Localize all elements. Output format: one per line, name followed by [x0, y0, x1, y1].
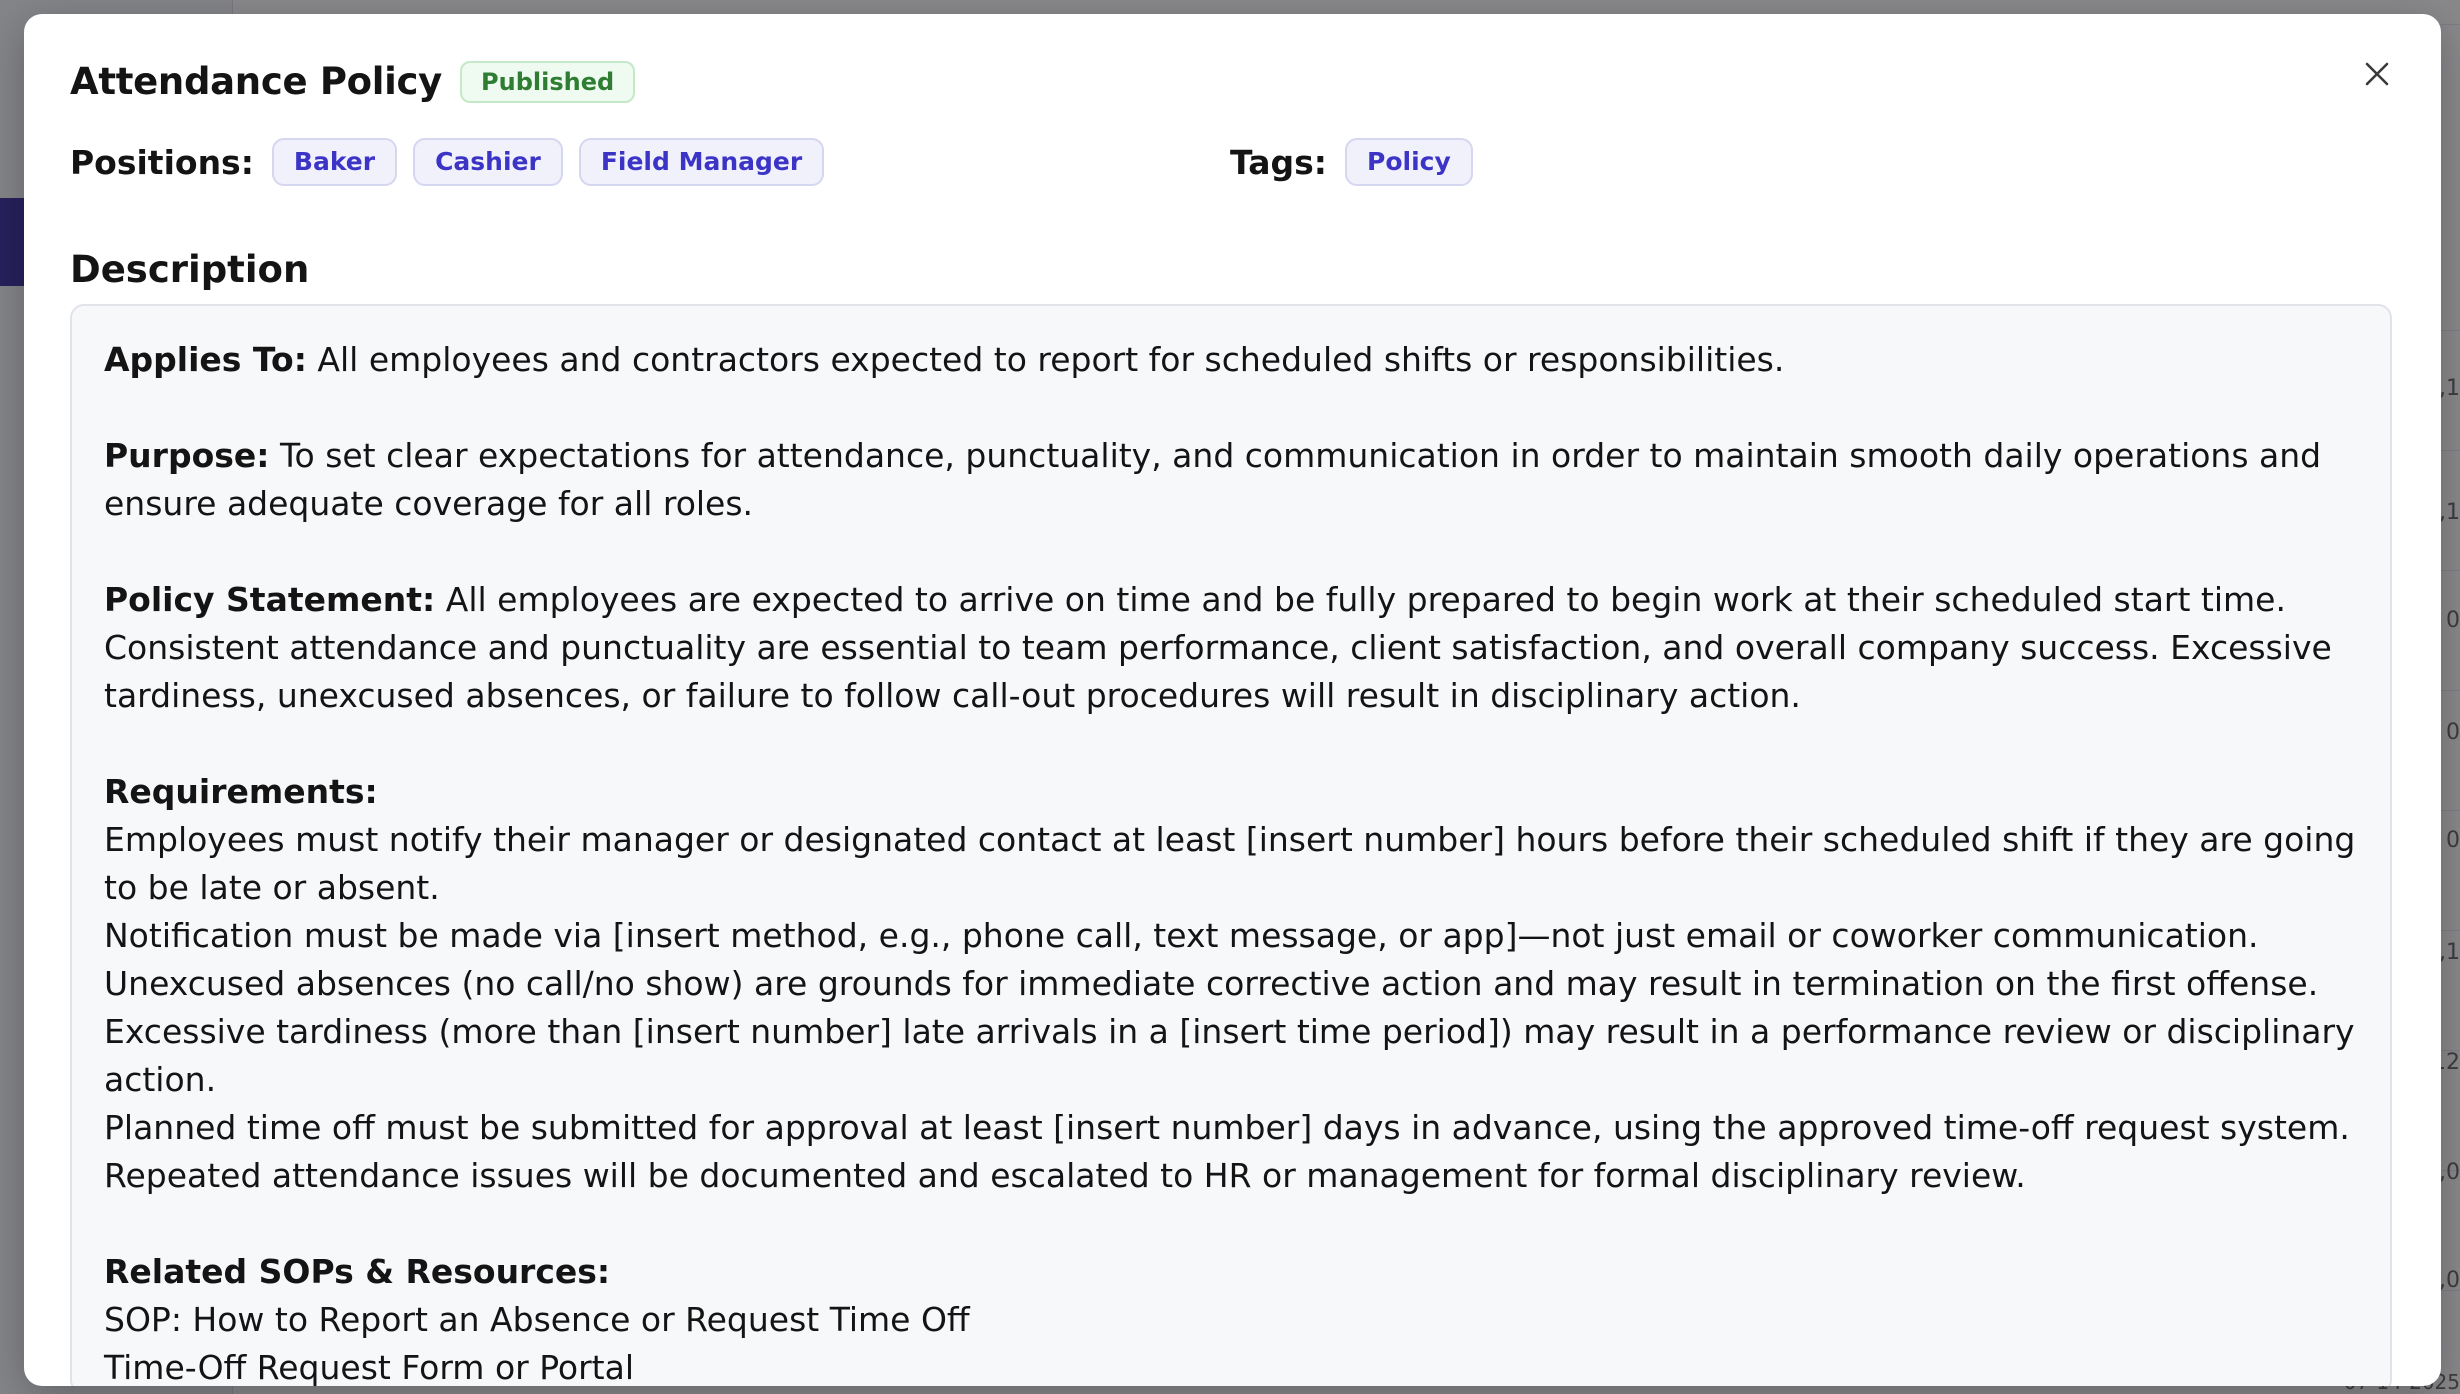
policy-statement-paragraph	[104, 576, 2358, 720]
related-resources-label	[104, 1248, 2358, 1296]
policy-statement-text: All employees are expected to arrive on time and be fully prepared to begin work at their scheduled start time. Consistent attendance and punctuality are essential to team performance, client satisfaction, and overall company success. Excessive tardiness, unexcused absences, or failure to follow call-out procedures will result in disciplinary action.	[104, 580, 2332, 715]
related-resource-item: Time-Off Request Form or Portal	[104, 1348, 634, 1386]
requirements-section	[104, 768, 2358, 1200]
requirements-label	[104, 768, 2358, 816]
purpose-text: To set clear expectations for attendance, punctuality, and communication in order to maintain smooth daily operations and ensure adequate coverage for all roles.	[104, 436, 2322, 523]
close-button[interactable]	[2353, 50, 2401, 98]
applies-to-label: Applies To:	[104, 340, 307, 379]
position-chip-cashier: Cashier	[413, 138, 563, 186]
meta-row	[70, 138, 2390, 188]
related-resource-item: SOP: How to Report an Absence or Request Time Off	[104, 1300, 970, 1339]
requirement-item: Excessive tardiness (more than [insert number] late arrivals in a [insert time period]) may result in a performance review or disciplinary action.	[104, 1012, 2355, 1099]
position-chip-field-manager: Field Manager	[579, 138, 824, 186]
description-content[interactable]	[70, 304, 2392, 1386]
requirement-item: Planned time off must be submitted for approval at least [insert number] days in advance, using the approved time-off request system.	[104, 1108, 2350, 1147]
positions-group	[70, 138, 824, 186]
modal-header	[70, 60, 635, 103]
related-resources-section	[104, 1248, 2358, 1386]
requirement-item: Unexcused absences (no call/no show) are grounds for immediate corrective action and may result in termination on the first offense.	[104, 964, 2319, 1003]
policy-detail-modal	[24, 14, 2441, 1386]
purpose-paragraph	[104, 432, 2358, 528]
positions-label: Positions:	[70, 142, 254, 182]
description-heading: Description	[70, 248, 310, 291]
requirement-item: Repeated attendance issues will be documented and escalated to HR or management for formal disciplinary review.	[104, 1156, 2026, 1195]
requirements-label-text: Requirements:	[104, 772, 378, 811]
tags-label: Tags:	[1230, 142, 1327, 182]
close-icon	[2364, 61, 2390, 87]
purpose-label: Purpose:	[104, 436, 270, 475]
requirement-item: Employees must notify their manager or designated contact at least [insert number] hours before their scheduled shift if they are going to be late or absent.	[104, 820, 2356, 907]
position-chip-baker: Baker	[272, 138, 397, 186]
tag-chip-policy: Policy	[1345, 138, 1473, 186]
applies-to-paragraph	[104, 336, 2358, 384]
applies-to-text: All employees and contractors expected to report for scheduled shifts or responsibilities.	[306, 340, 1785, 379]
tags-group	[1230, 138, 1473, 186]
related-resources-label-text: Related SOPs & Resources:	[104, 1252, 611, 1291]
policy-statement-label: Policy Statement:	[104, 580, 436, 619]
requirement-item: Notification must be made via [insert method, e.g., phone call, text message, or app]—not just email or coworker communication.	[104, 916, 2259, 955]
modal-title: Attendance Policy	[70, 60, 443, 103]
status-badge: Published	[460, 61, 635, 103]
